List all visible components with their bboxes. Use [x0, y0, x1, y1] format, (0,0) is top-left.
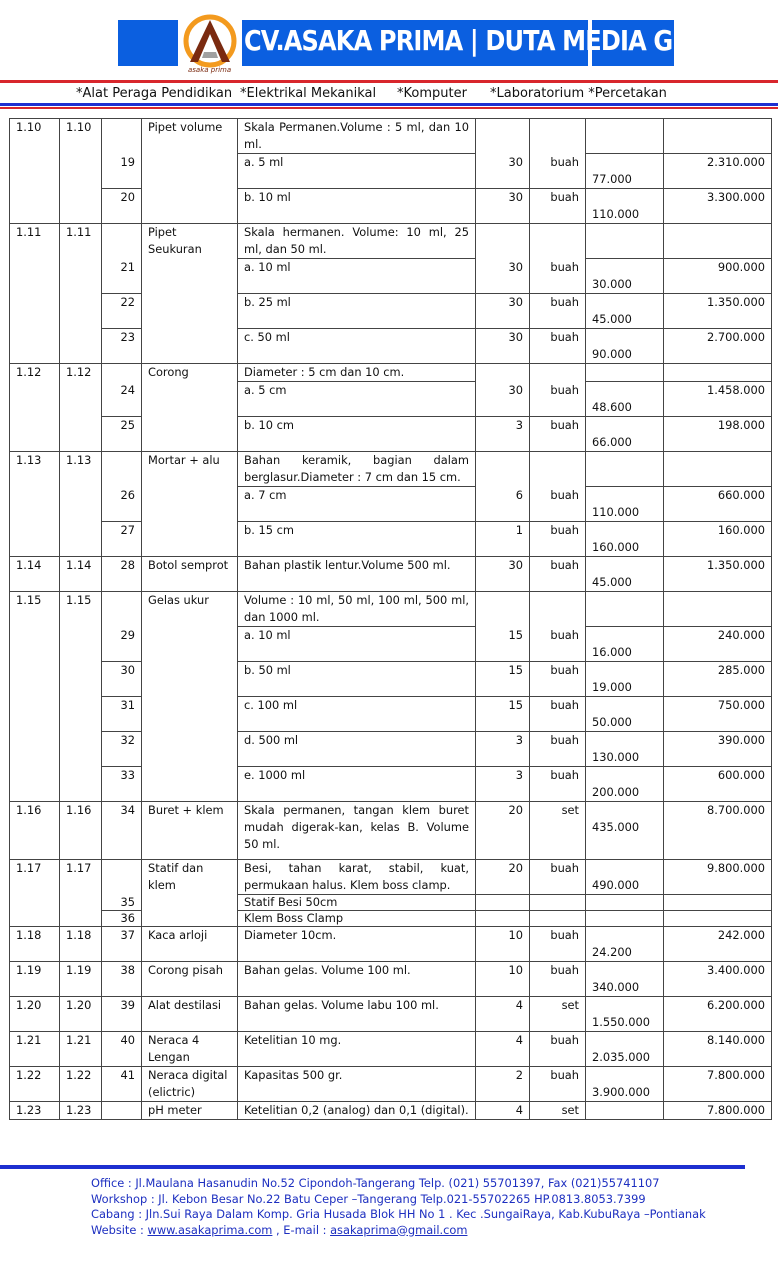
cell-code: 1.11 [10, 224, 60, 259]
cell-total: 1.350.000 [664, 294, 772, 329]
cell-desc: c. 100 ml [238, 697, 476, 732]
cell-unit: buah [530, 154, 586, 189]
letterhead [0, 0, 778, 110]
cell-no: 33 [102, 767, 142, 802]
website-link[interactable]: www.asakaprima.com [147, 1222, 273, 1237]
table-row [10, 417, 772, 452]
cell-code: 1.11 [60, 224, 102, 259]
table-row [10, 911, 772, 927]
cell-unit: buah [530, 557, 586, 592]
cell-unit: set [530, 997, 586, 1032]
cell-qty: 1 [476, 522, 530, 557]
cell-total: 750.000 [664, 697, 772, 732]
cell-no: 40 [102, 1032, 142, 1067]
cell-no: 23 [102, 329, 142, 364]
cell-code: 1.23 [60, 1102, 102, 1120]
cell-total: 198.000 [664, 417, 772, 452]
cell-price: 2.035.000 [586, 1032, 664, 1067]
cell-total: 3.400.000 [664, 962, 772, 997]
table-row [10, 662, 772, 697]
cell-item-name: Botol semprot [142, 557, 238, 592]
cell-qty: 15 [476, 627, 530, 662]
cell-unit: set [530, 802, 586, 860]
cell-no: 20 [102, 189, 142, 224]
cell-qty: 4 [476, 997, 530, 1032]
cell-price: 45.000 [586, 294, 664, 329]
table-row [10, 1102, 772, 1120]
cell-qty: 3 [476, 732, 530, 767]
cell-total: 1.350.000 [664, 557, 772, 592]
cell-item-name: Mortar + alu [142, 452, 238, 487]
cell-desc: Skala permanen, tangan klem buret mudah digerak-kan, kelas B. Volume 50 ml. [238, 802, 476, 860]
cell-unit: buah [530, 487, 586, 522]
cell-desc: Diameter 10cm. [238, 927, 476, 962]
cell-qty: 30 [476, 189, 530, 224]
cell-qty: 30 [476, 294, 530, 329]
header-red-line-2 [0, 107, 778, 109]
cell-code: 1.20 [10, 997, 60, 1032]
cell-unit: set [530, 1102, 586, 1120]
header-red-line [0, 80, 778, 83]
table-row [10, 1067, 772, 1102]
cell-price: 1.550.000 [586, 997, 664, 1032]
cell-item-name: Corong pisah [142, 962, 238, 997]
header-blue-line [0, 103, 778, 106]
cell-unit: buah [530, 382, 586, 417]
table-row [10, 1032, 772, 1067]
footer-blue-line [0, 1165, 745, 1169]
cell-unit: buah [530, 962, 586, 997]
category-item: *Elektrikal Mekanikal [240, 86, 377, 101]
cell-unit: buah [530, 927, 586, 962]
cell-desc: Bahan plastik lentur.Volume 500 ml. [238, 557, 476, 592]
cell-code: 1.21 [60, 1032, 102, 1067]
cell-qty: 3 [476, 767, 530, 802]
cell-code: 1.16 [60, 802, 102, 860]
cell-price: 3.900.000 [586, 1067, 664, 1102]
table-row [10, 487, 772, 522]
price-table [9, 118, 772, 1120]
table-row [10, 382, 772, 417]
cell-desc: a. 10 ml [238, 259, 476, 294]
cell-total: 3.300.000 [664, 189, 772, 224]
table-row [10, 294, 772, 329]
cell-unit: buah [530, 627, 586, 662]
cell-desc: b. 15 cm [238, 522, 476, 557]
table-row [10, 802, 772, 860]
cell-desc: c. 50 ml [238, 329, 476, 364]
cell-unit: buah [530, 189, 586, 224]
cell-item-name: Pipet Seukuran [142, 224, 238, 259]
cell-code: 1.18 [60, 927, 102, 962]
table-row [10, 732, 772, 767]
cell-no: 37 [102, 927, 142, 962]
cell-code: 1.10 [10, 119, 60, 154]
cell-code: 1.19 [60, 962, 102, 997]
cell-price: 130.000 [586, 732, 664, 767]
cell-unit: buah [530, 732, 586, 767]
cell-no [102, 119, 142, 154]
cell-no: 41 [102, 1067, 142, 1102]
cell-qty: 6 [476, 487, 530, 522]
cell-total: 660.000 [664, 487, 772, 522]
table-row [10, 259, 772, 294]
cell-code: 1.18 [10, 927, 60, 962]
cell-desc: Bahan gelas. Volume 100 ml. [238, 962, 476, 997]
cell-unit: buah [530, 522, 586, 557]
cell-no [102, 1102, 142, 1120]
cell-qty: 15 [476, 662, 530, 697]
cell-no: 31 [102, 697, 142, 732]
cell-desc: Klem Boss Clamp [238, 911, 476, 927]
cell-no: 36 [102, 911, 142, 927]
cell-qty: 2 [476, 1067, 530, 1102]
cell-unit: buah [530, 860, 586, 895]
cell-desc: d. 500 ml [238, 732, 476, 767]
cell-qty: 30 [476, 154, 530, 189]
cell-item-name: Pipet volume [142, 119, 238, 154]
cell-qty: 4 [476, 1102, 530, 1120]
cell-code: 1.14 [10, 557, 60, 592]
email-link[interactable]: asakaprima@gmail.com [330, 1222, 468, 1237]
cell-desc: a. 10 ml [238, 627, 476, 662]
cell-code: 1.22 [60, 1067, 102, 1102]
table-row [10, 927, 772, 962]
cell-price: 30.000 [586, 259, 664, 294]
cell-no: 29 [102, 627, 142, 662]
cell-total: 7.800.000 [664, 1102, 772, 1120]
cell-desc: Skala hermanen. Volume: 10 ml, 25 ml, dan 50 ml. [238, 224, 476, 259]
cell-item-name: Neraca 4 Lengan [142, 1032, 238, 1067]
cell-price: 110.000 [586, 189, 664, 224]
cell-qty: 10 [476, 962, 530, 997]
cell-unit: buah [530, 767, 586, 802]
cell-qty: 20 [476, 802, 530, 860]
cell-qty: 20 [476, 860, 530, 895]
cell-desc: Besi, tahan karat, stabil, kuat, permukaan halus. Klem boss clamp. [238, 860, 476, 895]
cell-total: 600.000 [664, 767, 772, 802]
cell-desc: a. 5 ml [238, 154, 476, 189]
table-row [10, 895, 772, 911]
cell-desc: Bahan gelas. Volume labu 100 ml. [238, 997, 476, 1032]
cell-desc: Kapasitas 500 gr. [238, 1067, 476, 1102]
cell-desc: Volume : 10 ml, 50 ml, 100 ml, 500 ml, dan 1000 ml. [238, 592, 476, 627]
category-item: *Alat Peraga Pendidikan [76, 86, 233, 101]
cell-code: 1.13 [10, 452, 60, 487]
footer-workshop: Workshop : Jl. Kebon Besar No.22 Batu Ceper –Tangerang Telp.021-55702265 HP.0813.8053.7399 [91, 1191, 646, 1206]
cell-no: 24 [102, 382, 142, 417]
cell-total: 9.800.000 [664, 860, 772, 895]
cell-price: 435.000 [586, 802, 664, 860]
cell-no: 28 [102, 557, 142, 592]
cell-total: 240.000 [664, 627, 772, 662]
cell-item-name: pH meter [142, 1102, 238, 1120]
cell-code: 1.10 [60, 119, 102, 154]
cell-unit: buah [530, 1032, 586, 1067]
cell-unit: buah [530, 329, 586, 364]
cell-price: 160.000 [586, 522, 664, 557]
cell-item-name: Buret + klem [142, 802, 238, 860]
cell-item-name: Neraca digital (elictric) [142, 1067, 238, 1102]
cell-desc: a. 5 cm [238, 382, 476, 417]
cell-desc: Ketelitian 0,2 (analog) dan 0,1 (digital). [238, 1102, 476, 1120]
cell-total: 2.700.000 [664, 329, 772, 364]
footer-web-line [91, 1223, 706, 1239]
cell-code: 1.17 [10, 860, 60, 895]
cell-code: 1.20 [60, 997, 102, 1032]
cell-desc: b. 10 cm [238, 417, 476, 452]
cell-code: 1.15 [10, 592, 60, 627]
table-row [10, 767, 772, 802]
cell-total: 1.458.000 [664, 382, 772, 417]
cell-no: 27 [102, 522, 142, 557]
cell-no: 34 [102, 802, 142, 860]
cell-price: 66.000 [586, 417, 664, 452]
cell-qty: 30 [476, 382, 530, 417]
cell-item-name: Corong [142, 364, 238, 382]
cell-total: 8.140.000 [664, 1032, 772, 1067]
table-row [10, 364, 772, 382]
cell-code: 1.12 [10, 364, 60, 382]
cell-code: 1.12 [60, 364, 102, 382]
cell-no: 30 [102, 662, 142, 697]
cell-total: 2.310.000 [664, 154, 772, 189]
cell-code: 1.21 [10, 1032, 60, 1067]
cell-qty: 15 [476, 697, 530, 732]
cell-desc: b. 25 ml [238, 294, 476, 329]
cell-unit: buah [530, 662, 586, 697]
cell-code: 1.13 [60, 452, 102, 487]
cell-unit: buah [530, 697, 586, 732]
cell-no: 19 [102, 154, 142, 189]
cell-desc: Skala Permanen.Volume : 5 ml, dan 10 ml. [238, 119, 476, 154]
table-row [10, 860, 772, 895]
cell-code: 1.15 [60, 592, 102, 627]
cell-price: 340.000 [586, 962, 664, 997]
website-label: Website : [91, 1222, 148, 1237]
footer-branch: Cabang : Jln.Sui Raya Dalam Komp. Gria Husada Blok HH No 1 . Kec .SungaiRaya, Kab.KubuRaya –Pontianak [91, 1207, 706, 1221]
cell-unit: buah [530, 417, 586, 452]
table-row [10, 592, 772, 627]
table-row [10, 224, 772, 259]
table-row [10, 557, 772, 592]
email-label: , E-mail : [272, 1222, 331, 1237]
cell-qty: 30 [476, 557, 530, 592]
table-row [10, 329, 772, 364]
cell-code: 1.23 [10, 1102, 60, 1120]
cell-qty: 30 [476, 259, 530, 294]
cell-no: 38 [102, 962, 142, 997]
cell-qty: 4 [476, 1032, 530, 1067]
cell-desc: b. 10 ml [238, 189, 476, 224]
cell-code: 1.22 [10, 1067, 60, 1102]
cell-price: 24.200 [586, 927, 664, 962]
cell-price: 19.000 [586, 662, 664, 697]
cell-qty: 30 [476, 329, 530, 364]
cell-qty: 3 [476, 417, 530, 452]
footer-contact [91, 1176, 706, 1238]
cell-item-name: Gelas ukur [142, 592, 238, 627]
cell-total: 6.200.000 [664, 997, 772, 1032]
header-blue-block-left [118, 20, 178, 66]
cell-unit: buah [530, 1067, 586, 1102]
cell-price [586, 1102, 664, 1120]
footer-office: Office : Jl.Maulana Hasanudin No.52 Cipondoh-Tangerang Telp. (021) 55701397, Fax (021)55741107 [91, 1176, 660, 1190]
asaka-logo-icon [182, 14, 238, 72]
cell-no: 39 [102, 997, 142, 1032]
category-item: *Laboratorium *Percetakan [490, 86, 667, 101]
cell-qty: 10 [476, 927, 530, 962]
cell-price: 45.000 [586, 557, 664, 592]
cell-no: 21 [102, 259, 142, 294]
cell-total: 7.800.000 [664, 1067, 772, 1102]
cell-desc: e. 1000 ml [238, 767, 476, 802]
cell-price: 50.000 [586, 697, 664, 732]
logo-subtitle: asaka prima [188, 66, 232, 74]
cell-total: 242.000 [664, 927, 772, 962]
cell-total: 390.000 [664, 732, 772, 767]
cell-desc: a. 7 cm [238, 487, 476, 522]
table-row [10, 997, 772, 1032]
cell-no: 25 [102, 417, 142, 452]
cell-price: 90.000 [586, 329, 664, 364]
table-row [10, 627, 772, 662]
cell-total: 160.000 [664, 522, 772, 557]
cell-no: 32 [102, 732, 142, 767]
cell-code: 1.19 [10, 962, 60, 997]
cell-item-name: Kaca arloji [142, 927, 238, 962]
brand-name: CV.ASAKA PRIMA | DUTA MEDIA GROUP [244, 24, 746, 57]
cell-no: 22 [102, 294, 142, 329]
cell-desc: b. 50 ml [238, 662, 476, 697]
cell-total: 900.000 [664, 259, 772, 294]
cell-code: 1.16 [10, 802, 60, 860]
cell-code: 1.14 [60, 557, 102, 592]
table-row [10, 962, 772, 997]
cell-code: 1.17 [60, 860, 102, 895]
cell-total: 285.000 [664, 662, 772, 697]
cell-no: 35 [102, 895, 142, 911]
cell-price: 48.600 [586, 382, 664, 417]
cell-price: 77.000 [586, 154, 664, 189]
table-row [10, 697, 772, 732]
cell-desc: Ketelitian 10 mg. [238, 1032, 476, 1067]
category-item: *Komputer [397, 86, 467, 101]
cell-item-name: Statif dan klem [142, 860, 238, 895]
cell-total: 8.700.000 [664, 802, 772, 860]
cell-price: 490.000 [586, 860, 664, 895]
cell-price: 200.000 [586, 767, 664, 802]
cell-desc: Statif Besi 50cm [238, 895, 476, 911]
cell-price: 16.000 [586, 627, 664, 662]
table-row [10, 154, 772, 189]
cell-desc: Diameter : 5 cm dan 10 cm. [238, 364, 476, 382]
cell-desc: Bahan keramik, bagian dalam berglasur.Diameter : 7 cm dan 15 cm. [238, 452, 476, 487]
cell-no: 26 [102, 487, 142, 522]
cell-unit: buah [530, 259, 586, 294]
cell-price: 110.000 [586, 487, 664, 522]
cell-item-name: Alat destilasi [142, 997, 238, 1032]
cell-unit: buah [530, 294, 586, 329]
table-row [10, 522, 772, 557]
table-row [10, 119, 772, 154]
table-row [10, 189, 772, 224]
table-row [10, 452, 772, 487]
